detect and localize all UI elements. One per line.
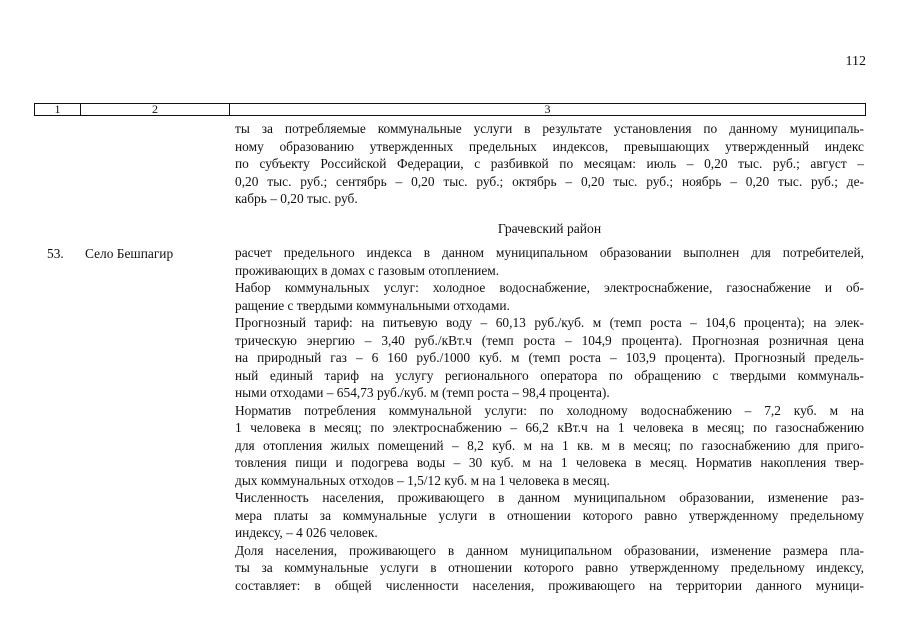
column-1-header: 1: [35, 104, 81, 115]
text-line: Доля населения, проживающего в данном муниципальном образовании, изменение размера пла-: [235, 542, 864, 558]
text-line: ному образованию утвержденных предельных индексов, превышающих утвержденный индекс: [235, 138, 864, 154]
text-line: ты за коммунальные услуги в отношении которого равно утвержденному предельному индексу,: [235, 560, 864, 575]
text-line: ты за потребляемые коммунальные услуги в результате установления по данному муниципаль-: [235, 121, 864, 136]
entry-number: 53.: [47, 246, 64, 261]
text-line: ными отходами – 654,73 руб./куб. м (темп роста – 98,4 процента).: [235, 385, 610, 400]
entry-description: [235, 244, 864, 594]
text-line: ращение с твердыми коммунальными отходами.: [235, 297, 510, 313]
text-line: трическую энергию – 3,40 руб./кВт.ч (темп роста – 104,9 процента). Прогнозная розничная цена: [235, 332, 864, 348]
text-line: на природный газ – 6 160 руб./1000 куб. м (темп роста – 103,9 процента). Прогнозный предель-: [235, 350, 864, 365]
text-line: Прогнозный тариф: на питьевую воду – 60,13 руб./куб. м (темп роста – 104,6 процента); на элек-: [235, 315, 864, 330]
district-heading: Грачевский район: [497, 221, 602, 236]
text-line: расчет предельного индекса в данном муниципальном образовании выполнен для потребителей,: [235, 245, 864, 260]
page-number: 112: [845, 54, 866, 69]
text-line: товления пищи и подогрева воды – 30 куб. м на 1 человека в месяц. Норматив накопления твер-: [235, 455, 864, 470]
text-line: дых коммунальных отходов – 1,5/12 куб. м на 1 человека в месяц.: [235, 472, 610, 488]
text-line: для отопления жилых помещений – 8,2 куб. м на 1 кв. м в месяц; по газоснабжению для приго-: [235, 437, 864, 453]
text-line: кабрь – 0,20 тыс. руб.: [235, 191, 358, 206]
entry-settlement-name: Село Бешпагир: [85, 246, 174, 261]
continuation-text: [235, 120, 864, 208]
column-header-row: [34, 103, 866, 116]
text-line: Численность населения, проживающего в данном муниципальном образовании, изменение раз-: [235, 490, 864, 505]
text-line: Набор коммунальных услуг: холодное водоснабжение, электроснабжение, газоснабжение и об-: [235, 280, 864, 295]
column-2-header: 2: [81, 104, 230, 115]
text-line: проживающих в домах с газовым отоплением.: [235, 262, 500, 278]
text-line: 0,20 тыс. руб.; сентябрь – 0,20 тыс. руб.; октябрь – 0,20 тыс. руб.; ноябрь – 0,20 тыс. руб.; де-: [235, 173, 864, 189]
text-line: ный единый тариф на услугу регионального оператора по обращению с твердыми коммуналь-: [235, 367, 864, 383]
text-line: 1 человека в месяц; по электроснабжению – 66,2 кВт.ч на 1 человека в месяц; по газоснабжению: [235, 420, 864, 435]
text-line: по субъекту Российской Федерации, с разбивкой по месяцам: июль – 0,20 тыс. руб.; август –: [235, 156, 864, 171]
text-line: составляет: в общей численности населения, проживающего на территории данного муници-: [235, 577, 864, 593]
text-line: мера платы за коммунальные услуги в отношении которого равно утвержденному предельному: [235, 507, 864, 523]
text-line: индексу, – 4 026 человек.: [235, 525, 378, 540]
text-line: Норматив потребления коммунальной услуги: по холодному водоснабжению – 7,2 куб. м на: [235, 402, 864, 418]
column-3-header: 3: [544, 102, 551, 116]
